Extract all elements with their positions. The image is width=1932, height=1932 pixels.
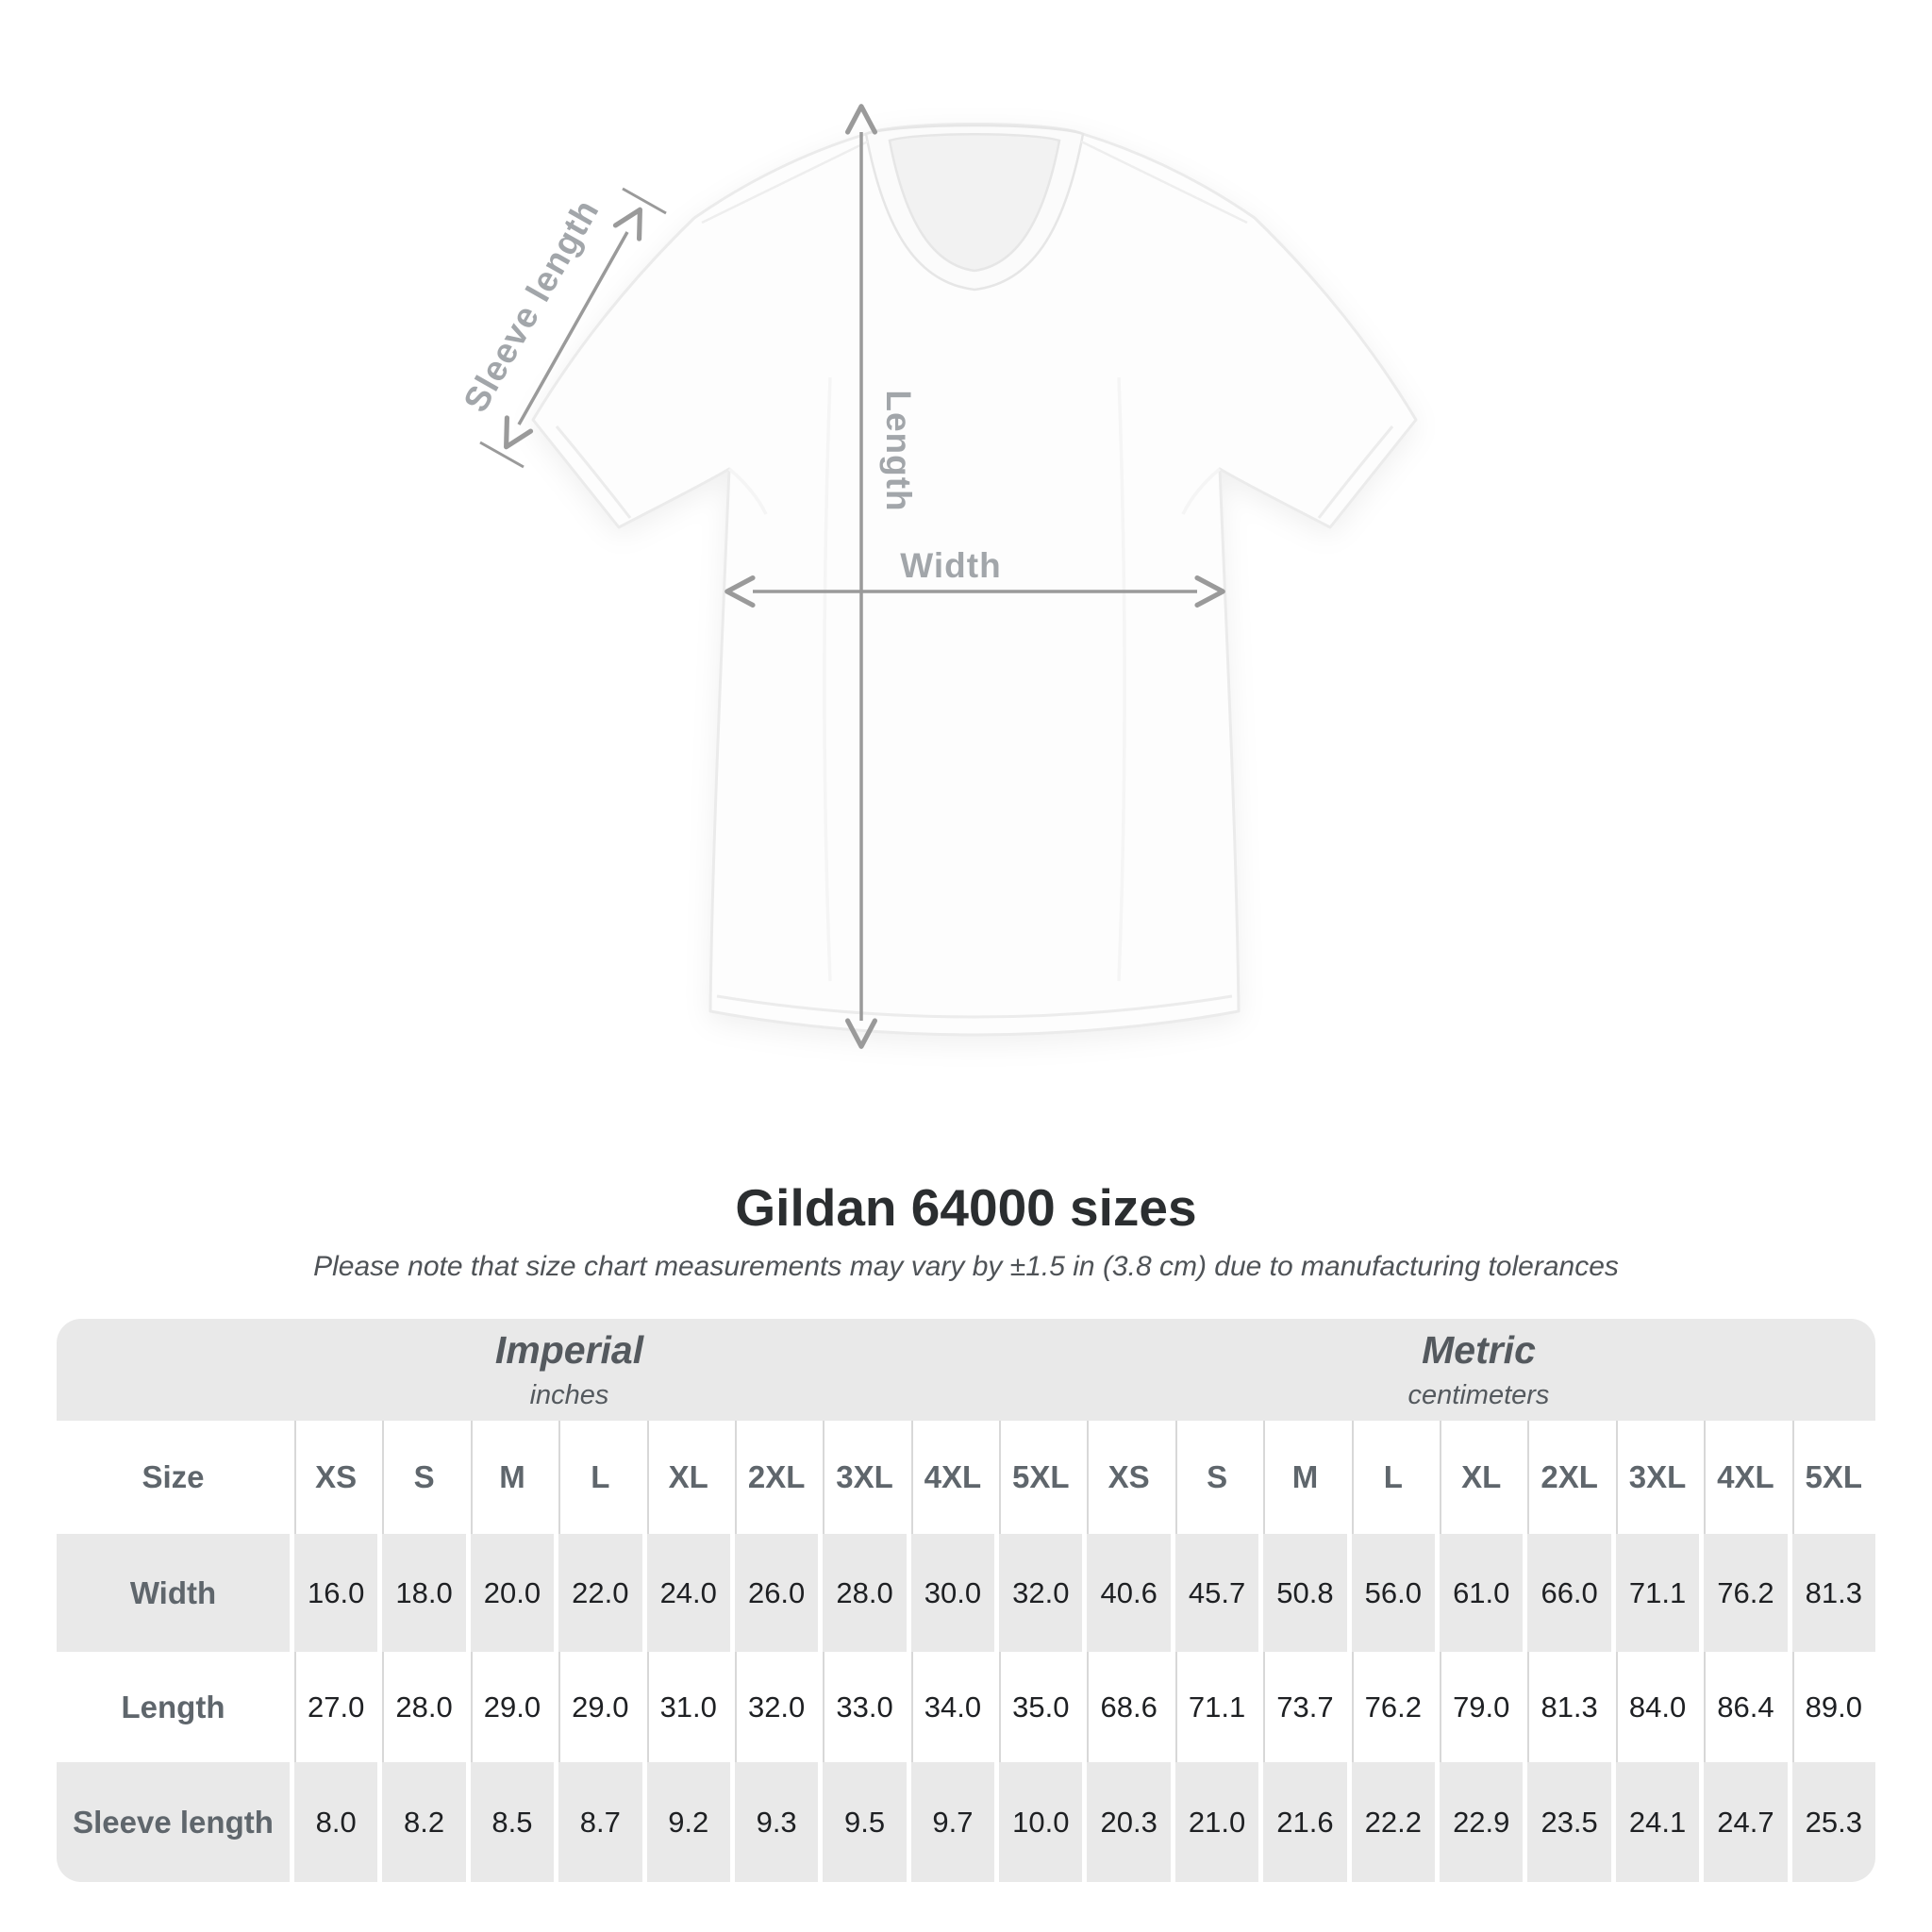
length-imperial-3xl: 33.0 — [818, 1652, 906, 1762]
sleeve-metric-xl: 22.9 — [1435, 1762, 1523, 1882]
col-header-imperial-xl: XL — [642, 1421, 730, 1534]
width-imperial-3xl: 28.0 — [818, 1534, 906, 1652]
sleeve-metric-5xl: 25.3 — [1788, 1762, 1875, 1882]
imperial-group-unit: inches — [529, 1380, 609, 1410]
col-header-imperial-3xl: 3XL — [818, 1421, 906, 1534]
width-label: Width — [900, 546, 1002, 585]
width-imperial-4xl: 30.0 — [907, 1534, 994, 1652]
sleeve-imperial-m: 8.5 — [466, 1762, 554, 1882]
length-label: Length — [879, 390, 918, 512]
metric-group-unit: centimeters — [1407, 1380, 1550, 1410]
sleeve-imperial-5xl: 10.0 — [994, 1762, 1082, 1882]
col-header-metric-m: M — [1258, 1421, 1346, 1534]
length-imperial-xl: 31.0 — [642, 1652, 730, 1762]
width-imperial-m: 20.0 — [466, 1534, 554, 1652]
col-header-imperial-s: S — [377, 1421, 465, 1534]
col-header-metric-2xl: 2XL — [1523, 1421, 1610, 1534]
col-header-metric-xs: XS — [1082, 1421, 1170, 1534]
sleeve-imperial-3xl: 9.5 — [818, 1762, 906, 1882]
length-metric-3xl: 84.0 — [1611, 1652, 1699, 1762]
col-header-metric-4xl: 4XL — [1699, 1421, 1787, 1534]
length-imperial-2xl: 32.0 — [730, 1652, 818, 1762]
length-metric-l: 76.2 — [1347, 1652, 1435, 1762]
imperial-group-header — [57, 1319, 1082, 1421]
tolerance-note: Please note that size chart measurements may vary by ±1.5 in (3.8 cm) due to manufacturing tolerances — [313, 1251, 1619, 1282]
width-metric-l: 56.0 — [1347, 1534, 1435, 1652]
length-imperial-m: 29.0 — [466, 1652, 554, 1762]
size-column-header: Size — [57, 1421, 290, 1534]
row-label-sleeve-length: Sleeve length — [57, 1762, 290, 1882]
length-metric-m: 73.7 — [1258, 1652, 1346, 1762]
row-label-length: Length — [57, 1652, 290, 1762]
width-imperial-5xl: 32.0 — [994, 1534, 1082, 1652]
sleeve-metric-2xl: 23.5 — [1523, 1762, 1610, 1882]
sleeve-metric-l: 22.2 — [1347, 1762, 1435, 1882]
length-metric-xl: 79.0 — [1435, 1652, 1523, 1762]
sleeve-arrow-start-tick — [480, 442, 524, 467]
col-header-metric-5xl: 5XL — [1788, 1421, 1875, 1534]
table-row-width — [57, 1534, 1875, 1652]
size-header-row — [57, 1421, 1875, 1534]
page-title: Gildan 64000 sizes — [735, 1178, 1197, 1237]
col-header-metric-3xl: 3XL — [1611, 1421, 1699, 1534]
col-header-imperial-xs: XS — [290, 1421, 377, 1534]
width-metric-2xl: 66.0 — [1523, 1534, 1610, 1652]
table-row-length — [57, 1652, 1875, 1762]
width-metric-m: 50.8 — [1258, 1534, 1346, 1652]
width-imperial-l: 22.0 — [554, 1534, 641, 1652]
col-header-metric-xl: XL — [1435, 1421, 1523, 1534]
width-metric-3xl: 71.1 — [1611, 1534, 1699, 1652]
length-metric-xs: 68.6 — [1082, 1652, 1170, 1762]
sleeve-metric-m: 21.6 — [1258, 1762, 1346, 1882]
width-metric-5xl: 81.3 — [1788, 1534, 1875, 1652]
metric-group-title: Metric — [1422, 1328, 1536, 1372]
sleeve-metric-4xl: 24.7 — [1699, 1762, 1787, 1882]
col-header-imperial-m: M — [466, 1421, 554, 1534]
width-metric-xs: 40.6 — [1082, 1534, 1170, 1652]
size-chart-table — [57, 1319, 1875, 1882]
width-imperial-s: 18.0 — [377, 1534, 465, 1652]
sleeve-imperial-l: 8.7 — [554, 1762, 641, 1882]
width-imperial-xl: 24.0 — [642, 1534, 730, 1652]
width-metric-xl: 61.0 — [1435, 1534, 1523, 1652]
col-header-imperial-5xl: 5XL — [994, 1421, 1082, 1534]
sleeve-metric-s: 21.0 — [1171, 1762, 1258, 1882]
sleeve-length-label: Sleeve length — [456, 192, 607, 419]
metric-group-header — [1082, 1319, 1875, 1421]
col-header-metric-l: L — [1347, 1421, 1435, 1534]
length-imperial-5xl: 35.0 — [994, 1652, 1082, 1762]
width-imperial-2xl: 26.0 — [730, 1534, 818, 1652]
sleeve-imperial-s: 8.2 — [377, 1762, 465, 1882]
imperial-group-title: Imperial — [494, 1328, 644, 1372]
col-header-metric-s: S — [1171, 1421, 1258, 1534]
sleeve-arrow-end-tick — [623, 189, 666, 213]
length-imperial-4xl: 34.0 — [907, 1652, 994, 1762]
length-metric-2xl: 81.3 — [1523, 1652, 1610, 1762]
sleeve-metric-xs: 20.3 — [1082, 1762, 1170, 1882]
col-header-imperial-l: L — [554, 1421, 641, 1534]
width-imperial-xs: 16.0 — [290, 1534, 377, 1652]
length-metric-4xl: 86.4 — [1699, 1652, 1787, 1762]
sleeve-imperial-4xl: 9.7 — [907, 1762, 994, 1882]
length-metric-5xl: 89.0 — [1788, 1652, 1875, 1762]
row-label-width: Width — [57, 1534, 290, 1652]
table-row-sleeve-length — [57, 1762, 1875, 1882]
sleeve-imperial-xl: 9.2 — [642, 1762, 730, 1882]
col-header-imperial-2xl: 2XL — [730, 1421, 818, 1534]
width-metric-s: 45.7 — [1171, 1534, 1258, 1652]
unit-group-row — [57, 1319, 1875, 1421]
length-imperial-xs: 27.0 — [290, 1652, 377, 1762]
length-metric-s: 71.1 — [1171, 1652, 1258, 1762]
sleeve-metric-3xl: 24.1 — [1611, 1762, 1699, 1882]
length-imperial-l: 29.0 — [554, 1652, 641, 1762]
length-imperial-s: 28.0 — [377, 1652, 465, 1762]
col-header-imperial-4xl: 4XL — [907, 1421, 994, 1534]
width-metric-4xl: 76.2 — [1699, 1534, 1787, 1652]
sleeve-imperial-2xl: 9.3 — [730, 1762, 818, 1882]
sleeve-imperial-xs: 8.0 — [290, 1762, 377, 1882]
